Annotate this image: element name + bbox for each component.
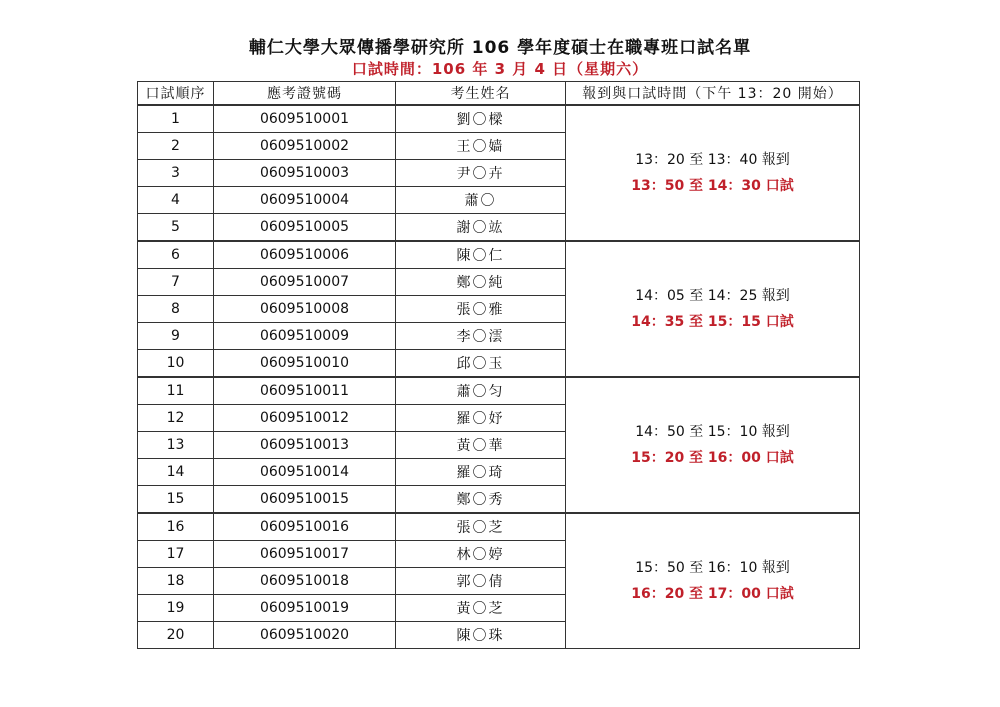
order-cell: 10: [138, 350, 214, 378]
id-cell: 0609510020: [214, 622, 396, 649]
name-cell: 劉〇樑: [396, 105, 566, 133]
name-cell: 邱〇玉: [396, 350, 566, 378]
time-slot-cell: [566, 513, 860, 649]
exam-time: 13：50 至 14：30 口試: [631, 178, 794, 194]
id-cell: 0609510006: [214, 241, 396, 269]
order-cell: 19: [138, 595, 214, 622]
name-cell: 黃〇芝: [396, 595, 566, 622]
header-order: 口試順序: [138, 82, 214, 106]
table-header-row: [138, 82, 860, 106]
name-cell: 張〇芝: [396, 513, 566, 541]
order-cell: 2: [138, 133, 214, 160]
order-cell: 15: [138, 486, 214, 514]
name-cell: 鄭〇純: [396, 269, 566, 296]
name-cell: 張〇雅: [396, 296, 566, 323]
name-cell: 尹〇卉: [396, 160, 566, 187]
order-cell: 16: [138, 513, 214, 541]
id-cell: 0609510008: [214, 296, 396, 323]
name-cell: 林〇婷: [396, 541, 566, 568]
checkin-time: 15：50 至 16：10 報到: [635, 560, 790, 576]
id-cell: 0609510014: [214, 459, 396, 486]
name-cell: 王〇嫱: [396, 133, 566, 160]
exam-date-subtitle: 口試時間：106 年 3 月 4 日（星期六）: [351, 60, 649, 78]
order-cell: 1: [138, 105, 214, 133]
id-cell: 0609510010: [214, 350, 396, 378]
order-cell: 7: [138, 269, 214, 296]
id-cell: 0609510018: [214, 568, 396, 595]
id-cell: 0609510016: [214, 513, 396, 541]
order-cell: 12: [138, 405, 214, 432]
id-cell: 0609510011: [214, 377, 396, 405]
id-cell: 0609510007: [214, 269, 396, 296]
order-cell: 11: [138, 377, 214, 405]
checkin-time: 14：05 至 14：25 報到: [635, 288, 790, 304]
id-cell: 0609510003: [214, 160, 396, 187]
order-cell: 17: [138, 541, 214, 568]
order-cell: 5: [138, 214, 214, 242]
order-cell: 14: [138, 459, 214, 486]
id-cell: 0609510013: [214, 432, 396, 459]
table-row: [138, 241, 860, 269]
table-row: [138, 513, 860, 541]
order-cell: 18: [138, 568, 214, 595]
time-slot-cell: [566, 241, 860, 377]
exam-time: 16：20 至 17：00 口試: [631, 586, 794, 602]
id-cell: 0609510019: [214, 595, 396, 622]
order-cell: 20: [138, 622, 214, 649]
page-title: 輔仁大學大眾傳播學研究所 106 學年度碩士在職專班口試名單: [248, 38, 752, 58]
id-cell: 0609510001: [214, 105, 396, 133]
id-cell: 0609510004: [214, 187, 396, 214]
id-cell: 0609510017: [214, 541, 396, 568]
name-cell: 陳〇仁: [396, 241, 566, 269]
order-cell: 6: [138, 241, 214, 269]
header-id: 應考證號碼: [214, 82, 396, 106]
id-cell: 0609510005: [214, 214, 396, 242]
order-cell: 3: [138, 160, 214, 187]
table-row: [138, 377, 860, 405]
checkin-time: 14：50 至 15：10 報到: [635, 424, 790, 440]
oral-exam-roster-table: [137, 81, 860, 649]
name-cell: 羅〇妤: [396, 405, 566, 432]
header-name: 考生姓名: [396, 82, 566, 106]
name-cell: 羅〇琦: [396, 459, 566, 486]
exam-time: 15：20 至 16：00 口試: [631, 450, 794, 466]
checkin-time: 13：20 至 13：40 報到: [635, 152, 790, 168]
table-row: [138, 105, 860, 133]
name-cell: 蕭〇匀: [396, 377, 566, 405]
name-cell: 李〇澐: [396, 323, 566, 350]
id-cell: 0609510009: [214, 323, 396, 350]
name-cell: 鄭〇秀: [396, 486, 566, 514]
id-cell: 0609510015: [214, 486, 396, 514]
time-slot-cell: [566, 377, 860, 513]
order-cell: 8: [138, 296, 214, 323]
name-cell: 陳〇珠: [396, 622, 566, 649]
name-cell: 謝〇竑: [396, 214, 566, 242]
id-cell: 0609510002: [214, 133, 396, 160]
order-cell: 13: [138, 432, 214, 459]
name-cell: 郭〇倩: [396, 568, 566, 595]
header-time: 報到與口試時間（下午 13：20 開始）: [566, 82, 860, 106]
order-cell: 9: [138, 323, 214, 350]
id-cell: 0609510012: [214, 405, 396, 432]
name-cell: 黃〇華: [396, 432, 566, 459]
name-cell: 蕭〇: [396, 187, 566, 214]
order-cell: 4: [138, 187, 214, 214]
time-slot-cell: [566, 105, 860, 241]
exam-time: 14：35 至 15：15 口試: [631, 314, 794, 330]
